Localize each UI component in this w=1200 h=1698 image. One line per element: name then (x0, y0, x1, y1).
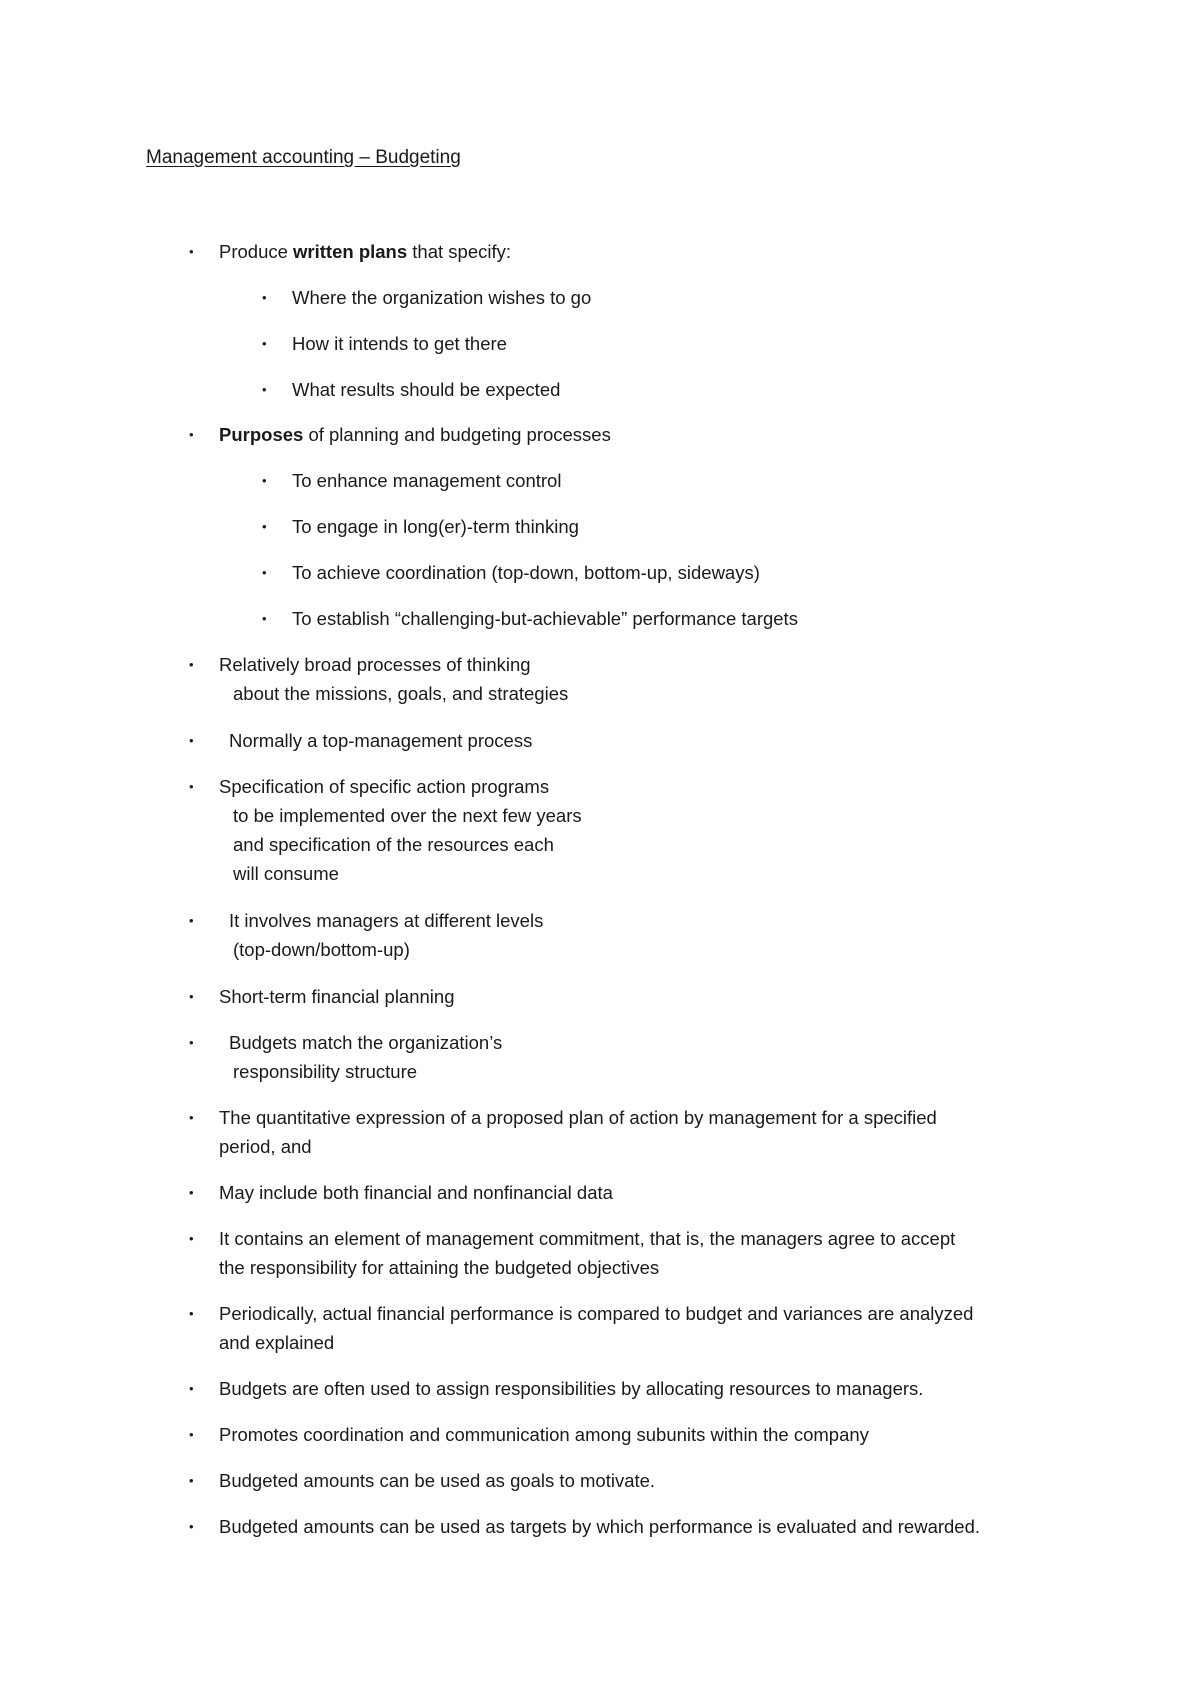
list-item (189, 1224, 956, 1282)
list-item-continuation: about the missions, goals, and strategies (233, 683, 569, 704)
list-item (189, 237, 512, 266)
list-item-text: It contains an element of management commitment, that is, the managers agree to accept (219, 1228, 956, 1249)
bullet-icon: • (262, 611, 267, 626)
sub-list-item (262, 283, 592, 312)
bullet-icon: • (189, 427, 194, 442)
sub-list-item (262, 558, 760, 587)
bullet-icon: • (189, 1381, 194, 1396)
list-item-text: Where the organization wishes to go (292, 287, 592, 308)
bullet-icon: • (189, 733, 194, 748)
list-item (189, 420, 611, 449)
bullet-icon: • (262, 473, 267, 488)
list-item (189, 1374, 924, 1403)
bullet-icon: • (189, 657, 194, 672)
list-item-text: To establish “challenging-but-achievable” performance targets (292, 608, 798, 629)
list-item-text: To enhance management control (292, 470, 562, 491)
sub-list-item (262, 512, 579, 541)
list-item (189, 650, 569, 708)
list-item (189, 772, 582, 888)
page-title: Management accounting – Budgeting (146, 147, 461, 168)
list-item-text: Short-term financial planning (219, 986, 455, 1007)
list-item-text: Promotes coordination and communication among subunits within the company (219, 1424, 869, 1445)
bullet-icon: • (189, 1306, 194, 1321)
list-item-text: Specification of specific action programs (219, 776, 550, 797)
bullet-icon: • (189, 1231, 194, 1246)
list-item-continuation: the responsibility for attaining the budgeted objectives (219, 1257, 660, 1278)
bullet-icon: • (189, 779, 194, 794)
bullet-icon: • (189, 1519, 194, 1534)
list-item-text: Produce written plans that specify: (219, 241, 512, 262)
bullet-icon: • (189, 244, 194, 259)
list-item (189, 1178, 613, 1207)
list-item-continuation: period, and (219, 1136, 312, 1157)
list-item-continuation: and specification of the resources each (233, 834, 554, 855)
list-item (189, 1466, 656, 1495)
list-item-text: Relatively broad processes of thinking (219, 654, 531, 675)
sub-list-item (262, 604, 798, 633)
list-item-text: The quantitative expression of a proposed plan of action by management for a specified (219, 1107, 937, 1128)
list-item-continuation: responsibility structure (233, 1061, 418, 1082)
list-item-text: What results should be expected (292, 379, 561, 400)
list-item-text: Purposes of planning and budgeting processes (219, 424, 611, 445)
list-item-text: To achieve coordination (top-down, bottom-up, sideways) (292, 562, 760, 583)
list-item-text: May include both financial and nonfinancial data (219, 1182, 613, 1203)
list-item-continuation: will consume (233, 863, 339, 884)
bullet-icon: • (189, 1473, 194, 1488)
list-item-continuation: (top-down/bottom-up) (233, 939, 410, 960)
list-item (189, 1512, 981, 1541)
list-item-text: Budgeted amounts can be used as targets by which performance is evaluated and rewarded. (219, 1516, 981, 1537)
bullet-icon: • (189, 1185, 194, 1200)
list-item (189, 982, 455, 1011)
bullet-icon: • (262, 382, 267, 397)
list-item (189, 1103, 937, 1161)
list-item-text: It involves managers at different levels (229, 910, 544, 931)
bullet-icon: • (262, 565, 267, 580)
bullet-icon: • (189, 989, 194, 1004)
sub-list-item (262, 329, 507, 358)
list-item (189, 1420, 869, 1449)
bullet-icon: • (189, 1110, 194, 1125)
list-item-text: To engage in long(er)-term thinking (292, 516, 579, 537)
bullet-icon: • (189, 1427, 194, 1442)
list-item-text: Periodically, actual financial performance is compared to budget and variances are analyzed (219, 1303, 974, 1324)
list-item-text: How it intends to get there (292, 333, 507, 354)
list-item-text: Normally a top-management process (229, 730, 533, 751)
list-item (189, 1028, 503, 1086)
bullet-icon: • (262, 336, 267, 351)
bullet-icon: • (189, 913, 194, 928)
bullet-icon: • (262, 290, 267, 305)
bullet-icon: • (189, 1035, 194, 1050)
list-item (189, 1299, 974, 1357)
list-item (189, 906, 544, 964)
list-item (189, 726, 533, 755)
list-item-text: Budgeted amounts can be used as goals to motivate. (219, 1470, 656, 1491)
list-item-continuation: and explained (219, 1332, 335, 1353)
list-item-text: Budgets match the organization’s (229, 1032, 503, 1053)
bullet-icon: • (262, 519, 267, 534)
list-item-text: Budgets are often used to assign responsibilities by allocating resources to managers. (219, 1378, 924, 1399)
list-item-continuation: to be implemented over the next few years (233, 805, 582, 826)
sub-list-item (262, 375, 561, 404)
sub-list-item (262, 466, 562, 495)
